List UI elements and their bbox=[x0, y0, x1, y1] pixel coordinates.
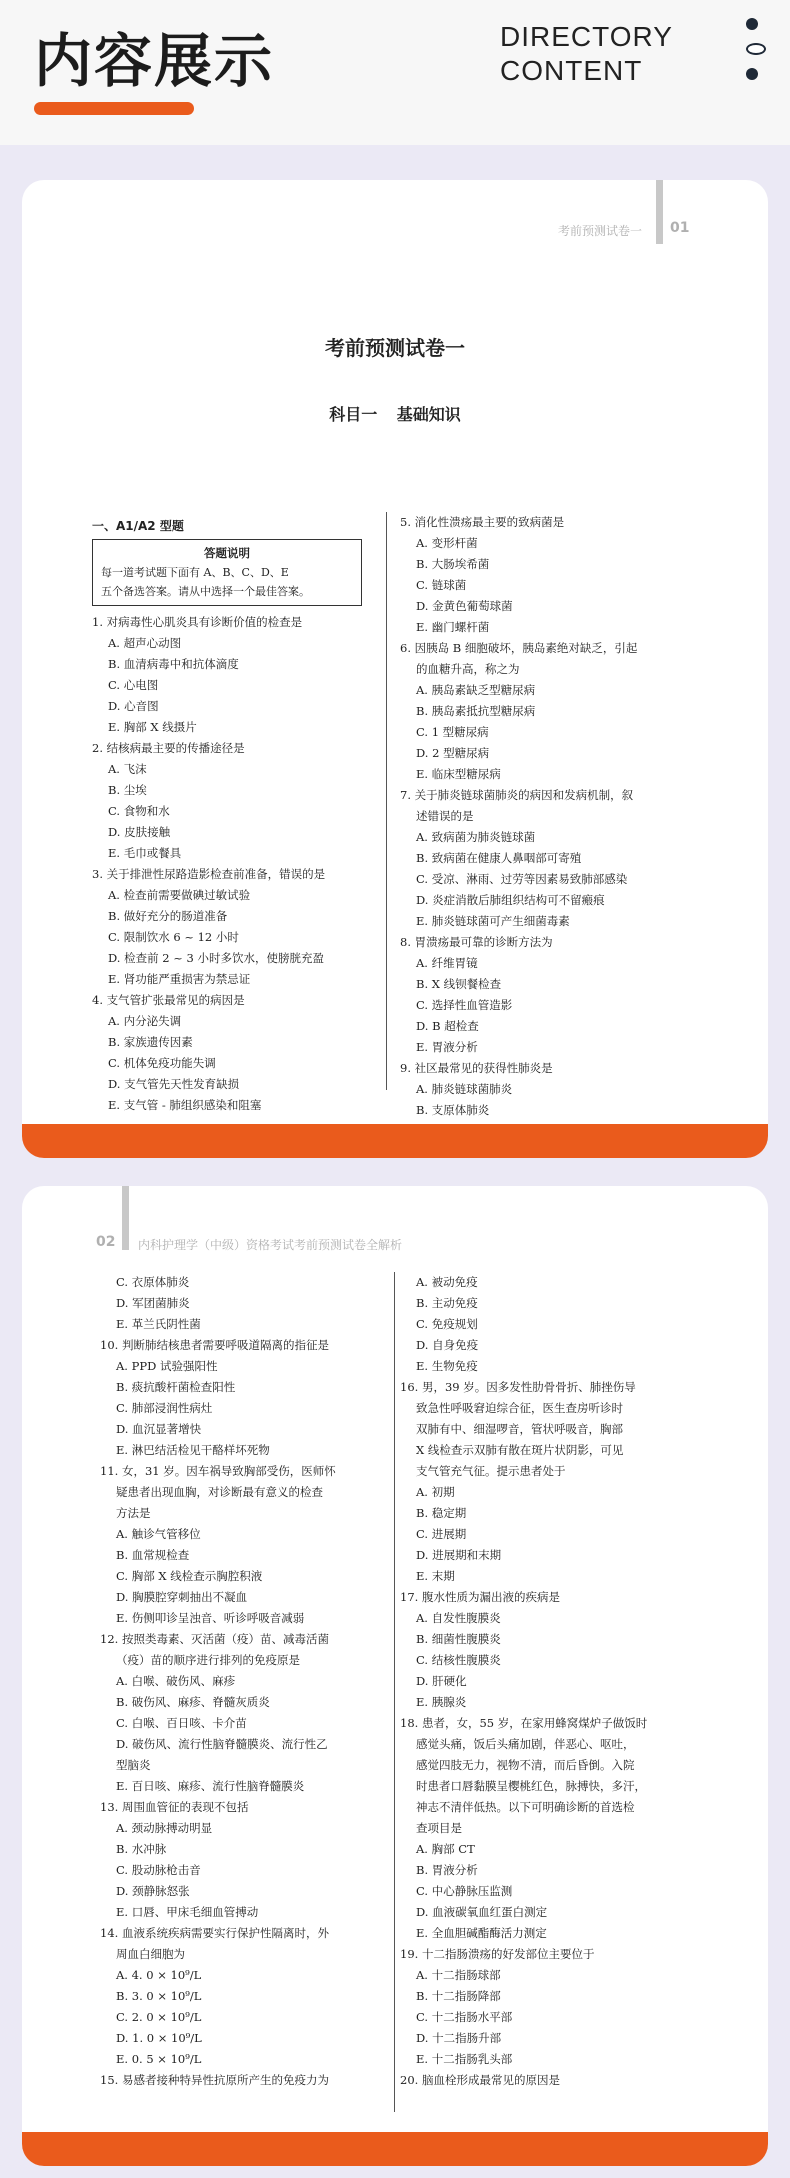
answer-option: B. 支原体肺炎 bbox=[416, 1103, 490, 1117]
answer-option: D. 1. 0 × 10⁹/L bbox=[116, 2031, 202, 2045]
answer-option: B. 血常规检查 bbox=[116, 1548, 190, 1562]
answer-option: B. 3. 0 × 10⁹/L bbox=[116, 1989, 202, 2003]
question-text: 疑患者出现血胸，对诊断最有意义的检查 bbox=[116, 1485, 323, 1499]
running-head: 考前预测试卷一 bbox=[558, 224, 643, 238]
column-divider bbox=[394, 1272, 395, 2112]
column-divider bbox=[386, 512, 387, 1090]
answer-option: C. 衣原体肺炎 bbox=[116, 1275, 190, 1289]
answer-option: C. 免疫规划 bbox=[416, 1317, 478, 1331]
answer-option: D. 皮肤接触 bbox=[108, 825, 171, 839]
question-text: 10. 判断肺结核患者需要呼吸道隔离的指征是 bbox=[100, 1338, 329, 1352]
answer-option: D. 颈静脉怒张 bbox=[116, 1884, 190, 1898]
answer-option: B. 尘埃 bbox=[108, 783, 147, 797]
answer-notice-box bbox=[92, 539, 362, 606]
question-text: 感觉四肢无力，视物不清，而后昏倒。入院 bbox=[416, 1758, 635, 1772]
answer-option: C. 选择性血管造影 bbox=[416, 998, 513, 1012]
exam-title: 考前预测试卷一 bbox=[325, 336, 465, 360]
document-page-1 bbox=[22, 180, 768, 1158]
answer-option: B. 胰岛素抵抗型糖尿病 bbox=[416, 704, 536, 718]
answer-option: D. 检查前 2 ~ 3 小时多饮水，使膀胱充盈 bbox=[108, 951, 325, 965]
question-text: 9. 社区最常见的获得性肺炎是 bbox=[400, 1061, 553, 1075]
subtitle-line-2: CONTENT bbox=[500, 55, 643, 86]
answer-option: B. 做好充分的肠道准备 bbox=[108, 909, 228, 923]
question-text: 查项目是 bbox=[416, 1821, 462, 1835]
question-text: 感觉头痛，饭后头痛加剧，伴恶心、呕吐， bbox=[416, 1737, 635, 1751]
subject-heading: 科目一 基础知识 bbox=[329, 405, 461, 424]
answer-option: B. 破伤风、麻疹、脊髓灰质炎 bbox=[116, 1695, 270, 1709]
right-column bbox=[400, 1272, 670, 2091]
answer-option: A. 4. 0 × 10⁹/L bbox=[116, 1968, 202, 1982]
answer-option: B. 家族遗传因素 bbox=[108, 1035, 193, 1049]
answer-option: B. 稳定期 bbox=[416, 1506, 467, 1520]
answer-option: B. 大肠埃希菌 bbox=[416, 557, 490, 571]
question-list bbox=[400, 1272, 670, 2091]
question-text: 7. 关于肺炎链球菌肺炎的病因和发病机制，叙 bbox=[400, 788, 634, 802]
answer-option: B. 致病菌在健康人鼻咽部可寄殖 bbox=[416, 851, 582, 865]
answer-option: C. 2. 0 × 10⁹/L bbox=[116, 2010, 202, 2024]
answer-option: B. X 线钡餐检查 bbox=[416, 977, 502, 991]
answer-option: A. 胸部 CT bbox=[416, 1842, 475, 1856]
question-text: 支气管充气征。提示患者处于 bbox=[416, 1464, 566, 1478]
document-page-2 bbox=[22, 1186, 768, 2166]
answer-option: A. 超声心动图 bbox=[108, 636, 182, 650]
answer-option: B. 血清病毒中和抗体滴度 bbox=[108, 657, 239, 671]
answer-option: C. 白喉、百日咳、卡介苗 bbox=[116, 1716, 247, 1730]
answer-option: D. 胸膜腔穿刺抽出不凝血 bbox=[116, 1590, 248, 1604]
answer-option: A. 自发性腹膜炎 bbox=[416, 1611, 501, 1625]
running-head: 内科护理学（中级）资格考试考前预测试卷全解析 bbox=[138, 1238, 403, 1252]
answer-option: E. 临床型糖尿病 bbox=[416, 767, 501, 781]
answer-option: A. 致病菌为肺炎链球菌 bbox=[416, 830, 536, 844]
answer-option: E. 幽门螺杆菌 bbox=[416, 620, 490, 634]
question-text: 2. 结核病最主要的传播途径是 bbox=[92, 741, 245, 755]
answer-option: C. 胸部 X 线检查示胸腔积液 bbox=[116, 1569, 263, 1583]
answer-option: D. 炎症消散后肺组织结构可不留瘢痕 bbox=[416, 893, 605, 907]
answer-option: E. 胃液分析 bbox=[416, 1040, 478, 1054]
notice-line: 每一道考试题下面有 A、B、C、D、E bbox=[101, 566, 289, 579]
answer-option: A. 检查前需要做碘过敏试验 bbox=[108, 888, 251, 902]
header bbox=[0, 0, 790, 145]
question-text: 11. 女，31 岁。因车祸导致胸部受伤，医师怀 bbox=[100, 1464, 336, 1478]
question-text: 3. 关于排泄性尿路造影检查前准备，错误的是 bbox=[92, 867, 326, 881]
answer-option: E. 革兰氏阴性菌 bbox=[116, 1317, 201, 1331]
answer-option: A. 肺炎链球菌肺炎 bbox=[416, 1082, 513, 1096]
answer-option: B. 水冲脉 bbox=[116, 1842, 167, 1856]
answer-option: C. 食物和水 bbox=[108, 804, 170, 818]
answer-option: E. 胰腺炎 bbox=[416, 1695, 467, 1709]
answer-option: D. 自身免疫 bbox=[416, 1338, 479, 1352]
question-text: 6. 因胰岛 B 细胞破坏，胰岛素绝对缺乏，引起 bbox=[400, 641, 638, 655]
answer-option: A. PPD 试验强阳性 bbox=[116, 1359, 218, 1373]
answer-option: C. 十二指肠水平部 bbox=[416, 2010, 513, 2024]
answer-option: C. 限制饮水 6 ~ 12 小时 bbox=[108, 930, 239, 944]
answer-option: B. 痰抗酸杆菌检查阳性 bbox=[116, 1380, 236, 1394]
answer-option: E. 生物免疫 bbox=[416, 1359, 478, 1373]
question-text: 的血糖升高，称之为 bbox=[416, 662, 520, 676]
question-text: 20. 脑血栓形成最常见的原因是 bbox=[400, 2073, 560, 2087]
question-text: 17. 腹水性质为漏出液的疾病是 bbox=[400, 1590, 560, 1604]
answer-option: E. 0. 5 × 10⁹/L bbox=[116, 2052, 202, 2066]
question-text: 5. 消化性溃疡最主要的致病菌是 bbox=[400, 515, 565, 529]
answer-option: A. 初期 bbox=[416, 1485, 455, 1499]
answer-option: D. 支气管先天性发育缺损 bbox=[108, 1077, 240, 1091]
answer-option: E. 肾功能严重损害为禁忌证 bbox=[108, 972, 251, 986]
answer-option: E. 胸部 X 线摄片 bbox=[108, 720, 197, 734]
question-text: 13. 周围血管征的表现不包括 bbox=[100, 1800, 249, 1814]
question-text: 型脑炎 bbox=[116, 1758, 151, 1772]
page-title: 内容展示 bbox=[34, 27, 275, 95]
question-text: （疫）苗的顺序进行排列的免疫原是 bbox=[116, 1653, 300, 1667]
answer-option: C. 心电图 bbox=[108, 678, 159, 692]
answer-option: E. 全血胆碱酯酶活力测定 bbox=[416, 1926, 547, 1940]
answer-option: A. 被动免疫 bbox=[416, 1275, 478, 1289]
answer-option: D. 破伤风、流行性脑脊髓膜炎、流行性乙 bbox=[116, 1737, 328, 1751]
page-dot-icon[interactable] bbox=[746, 18, 758, 30]
answer-option: D. B 超检查 bbox=[416, 1019, 479, 1033]
answer-option: D. 肝硬化 bbox=[416, 1674, 467, 1688]
answer-option: C. 1 型糖尿病 bbox=[416, 725, 489, 739]
page-marker bbox=[656, 180, 663, 244]
question-list bbox=[92, 612, 362, 1116]
answer-option: C. 链球菌 bbox=[416, 578, 467, 592]
question-text: 4. 支气管扩张最常见的病因是 bbox=[92, 993, 245, 1007]
answer-option: D. 军团菌肺炎 bbox=[116, 1296, 190, 1310]
question-text: 15. 易感者接种特异性抗原所产生的免疫力为 bbox=[100, 2073, 329, 2087]
page-indicator bbox=[746, 18, 760, 93]
answer-option: B. 主动免疫 bbox=[416, 1296, 478, 1310]
answer-option: E. 支气管 - 肺组织感染和阻塞 bbox=[108, 1098, 262, 1112]
question-text: 12. 按照类毒素、灭活菌（疫）苗、减毒活菌 bbox=[100, 1632, 329, 1646]
answer-option: D. 血液碳氧血红蛋白测定 bbox=[416, 1905, 548, 1919]
answer-option: B. 十二指肠降部 bbox=[416, 1989, 501, 2003]
answer-option: D. 2 型糖尿病 bbox=[416, 746, 490, 760]
answer-option: A. 十二指肠球部 bbox=[416, 1968, 501, 1982]
question-text: 致急性呼吸窘迫综合征，医生查房听诊时 bbox=[416, 1401, 623, 1415]
answer-option: E. 百日咳、麻疹、流行性脑脊髓膜炎 bbox=[116, 1779, 305, 1793]
question-text: 时患者口唇黏膜呈樱桃红色，脉搏快，多汗， bbox=[416, 1779, 646, 1793]
answer-option: C. 中心静脉压监测 bbox=[416, 1884, 513, 1898]
question-text: 神志不清伴低热。以下可明确诊断的首选检 bbox=[416, 1800, 635, 1814]
right-column bbox=[400, 512, 670, 1121]
question-text: 1. 对病毒性心肌炎具有诊断价值的检查是 bbox=[92, 615, 303, 629]
question-text: 周血白细胞为 bbox=[116, 1947, 185, 1961]
answer-option: D. 金黄色葡萄球菌 bbox=[416, 599, 513, 613]
answer-option: B. 胃液分析 bbox=[416, 1863, 478, 1877]
answer-option: A. 飞沫 bbox=[108, 762, 147, 776]
answer-option: E. 十二指肠乳头部 bbox=[416, 2052, 513, 2066]
answer-option: A. 纤维胃镜 bbox=[416, 956, 478, 970]
page-marker bbox=[122, 1186, 129, 1250]
question-list bbox=[100, 1272, 370, 2091]
question-text: 方法是 bbox=[116, 1506, 151, 1520]
question-list bbox=[400, 512, 670, 1121]
section-heading: 一、A1/A2 型题 bbox=[92, 519, 184, 533]
answer-option: E. 末期 bbox=[416, 1569, 455, 1583]
answer-option: C. 肺部浸润性病灶 bbox=[116, 1401, 213, 1415]
question-text: 19. 十二指肠溃疡的好发部位主要位于 bbox=[400, 1947, 595, 1961]
answer-option: E. 伤侧叩诊呈浊音、听诊呼吸音减弱 bbox=[116, 1611, 305, 1625]
answer-option: B. 细菌性腹膜炎 bbox=[416, 1632, 501, 1646]
answer-option: C. 机体免疫功能失调 bbox=[108, 1056, 216, 1070]
answer-option: C. 进展期 bbox=[416, 1527, 467, 1541]
answer-option: E. 肺炎链球菌可产生细菌毒素 bbox=[416, 914, 570, 928]
title-underline-bar bbox=[34, 102, 194, 115]
answer-option: D. 心音图 bbox=[108, 699, 159, 713]
notice-title: 答题说明 bbox=[204, 546, 250, 560]
answer-option: D. 血沉显著增快 bbox=[116, 1422, 202, 1436]
answer-option: A. 触诊气管移位 bbox=[116, 1527, 201, 1541]
answer-option: E. 口唇、甲床毛细血管搏动 bbox=[116, 1905, 259, 1919]
notice-line: 五个备选答案。请从中选择一个最佳答案。 bbox=[101, 585, 310, 598]
answer-option: E. 毛巾或餐具 bbox=[108, 846, 182, 860]
page-dot-icon[interactable] bbox=[746, 43, 766, 55]
page-footer-bar bbox=[22, 1124, 768, 1158]
answer-option: A. 颈动脉搏动明显 bbox=[116, 1821, 213, 1835]
answer-option: A. 胰岛素缺乏型糖尿病 bbox=[416, 683, 536, 697]
page-footer-bar bbox=[22, 2132, 768, 2166]
answer-option: A. 变形杆菌 bbox=[416, 536, 478, 550]
question-text: 14. 血液系统疾病需要实行保护性隔离时，外 bbox=[100, 1926, 329, 1940]
answer-option: C. 结核性腹膜炎 bbox=[416, 1653, 501, 1667]
left-column bbox=[100, 1272, 370, 2091]
page-number: 01 bbox=[670, 220, 690, 236]
question-text: 8. 胃溃疡最可靠的诊断方法为 bbox=[400, 935, 553, 949]
page-number: 02 bbox=[96, 1234, 116, 1250]
subtitle-line-1: DIRECTORY bbox=[500, 21, 673, 52]
question-text: 16. 男，39 岁。因多发性肋骨骨折、肺挫伤导 bbox=[400, 1380, 636, 1394]
answer-option: E. 淋巴结活检见干酪样坏死物 bbox=[116, 1443, 270, 1457]
question-text: 述错误的是 bbox=[416, 809, 474, 823]
question-text: 双肺有中、细湿啰音，管状呼吸音，胸部 bbox=[416, 1422, 623, 1436]
header-subtitle bbox=[500, 20, 673, 88]
answer-option: A. 白喉、破伤风、麻疹 bbox=[116, 1674, 236, 1688]
question-text: X 线检查示双肺有散在斑片状阴影，可见 bbox=[416, 1443, 624, 1457]
answer-option: D. 进展期和末期 bbox=[416, 1548, 502, 1562]
answer-option: D. 十二指肠升部 bbox=[416, 2031, 502, 2045]
answer-option: A. 内分泌失调 bbox=[108, 1014, 182, 1028]
answer-option: C. 受凉、淋雨、过劳等因素易致肺部感染 bbox=[416, 872, 628, 886]
page-dot-icon[interactable] bbox=[746, 68, 758, 80]
answer-option: C. 股动脉枪击音 bbox=[116, 1863, 201, 1877]
left-column bbox=[92, 516, 362, 1116]
question-text: 18. 患者，女，55 岁，在家用蜂窝煤炉子做饭时 bbox=[400, 1716, 648, 1730]
